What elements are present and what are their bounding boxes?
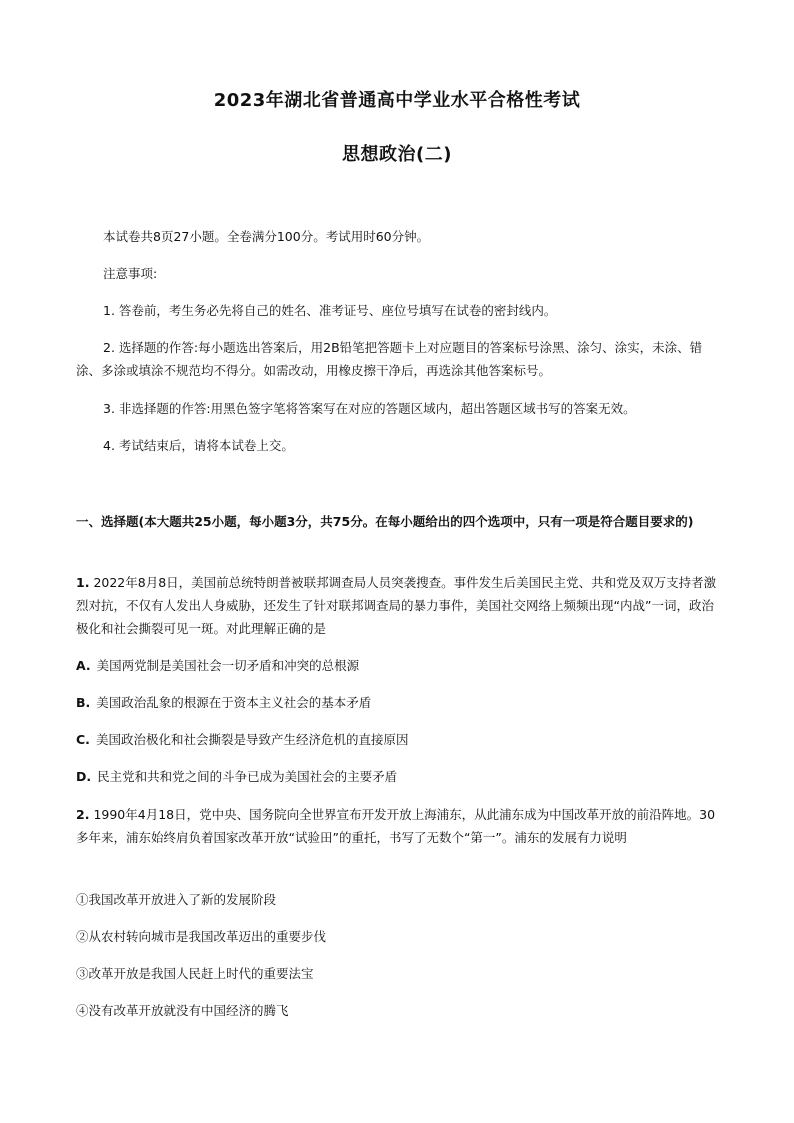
- question-2-statement-4: ④没有改革开放就没有中国经济的腾飞: [76, 1003, 289, 1018]
- question-number: 1.: [76, 575, 90, 590]
- question-2-statement-1: ①我国改革开放进入了新的发展阶段: [76, 892, 277, 907]
- question-1-option-a[interactable]: [76, 657, 726, 674]
- option-text: 美国两党制是美国社会一切矛盾和冲突的总根源: [96, 658, 360, 673]
- question-2-stem: [76, 803, 726, 849]
- question-stem-text: 1990年4月18日，党中央、国务院向全世界宣布开发开放上海浦东，从此浦东成为中国改革开放的前沿阵地。30多年来，浦东始终肩负着国家改革开放“试验田”的重托，书写了无数个“第一”。浦东的发展有力说明: [76, 807, 716, 845]
- question-1-stem: [76, 571, 726, 640]
- section-heading: 一、选择题(本大题共25小题，每小题3分，共75分。在每小题给出的四个选项中，只有一项是符合题目要求的): [76, 514, 694, 529]
- option-text: 美国政治乱象的根源在于资本主义社会的基本矛盾: [96, 695, 372, 710]
- option-label: C.: [76, 732, 90, 747]
- notice-item-1: 1. 答卷前，考生务必先将自己的姓名、准考证号、座位号填写在试卷的密封线内。: [103, 303, 557, 318]
- option-text: 美国政治极化和社会撕裂是导致产生经济危机的直接原因: [95, 732, 409, 747]
- question-2-statement-2: ②从农村转向城市是我国改革迈出的重要步伐: [76, 929, 327, 944]
- notice-item-3: 3. 非选择题的作答:用黑色签字笔将答案写在对应的答题区域内，超出答题区域书写的答案无效。: [103, 401, 636, 416]
- question-1-option-b[interactable]: [76, 694, 726, 711]
- notice-label: 注意事项:: [103, 266, 158, 281]
- exam-intro: 本试卷共8页27小题。全卷满分100分。考试用时60分钟。: [103, 229, 430, 244]
- option-label: D.: [76, 769, 92, 784]
- notice-item-2: 2. 选择题的作答:每小题选出答案后，用2B铅笔把答题卡上对应题目的答案标号涂黑、涂匀、涂实，未涂、错涂、多涂或填涂不规范均不得分。如需改动，用橡皮擦干净后，再选涂其他答案标号。: [76, 340, 703, 378]
- question-2-statement-3: ③改革开放是我国人民赶上时代的重要法宝: [76, 966, 314, 981]
- question-number: 2.: [76, 807, 90, 822]
- option-text: 民主党和共和党之间的斗争已成为美国社会的主要矛盾: [97, 769, 398, 784]
- option-label: B.: [76, 695, 91, 710]
- question-stem-text: 2022年8月8日，美国前总统特朗普被联邦调查局人员突袭搜查。事件发生后美国民主党、共和党及双万支持者激烈对抗，不仅有人发出人身威胁，还发生了针对联邦调查局的暴力事件，美国社交网络上频频出现“内战”一词，政治极化和社会撕裂可见一斑。对此理解正确的是: [76, 575, 717, 636]
- option-label: A.: [76, 658, 91, 673]
- question-1-option-c[interactable]: [76, 731, 726, 748]
- exam-subject: 思想政治(二): [342, 144, 452, 165]
- question-1-option-d[interactable]: [76, 768, 726, 785]
- notice-item-4: 4. 考试结束后，请将本试卷上交。: [103, 438, 294, 453]
- exam-title: 2023年湖北省普通高中学业水平合格性考试: [213, 90, 581, 111]
